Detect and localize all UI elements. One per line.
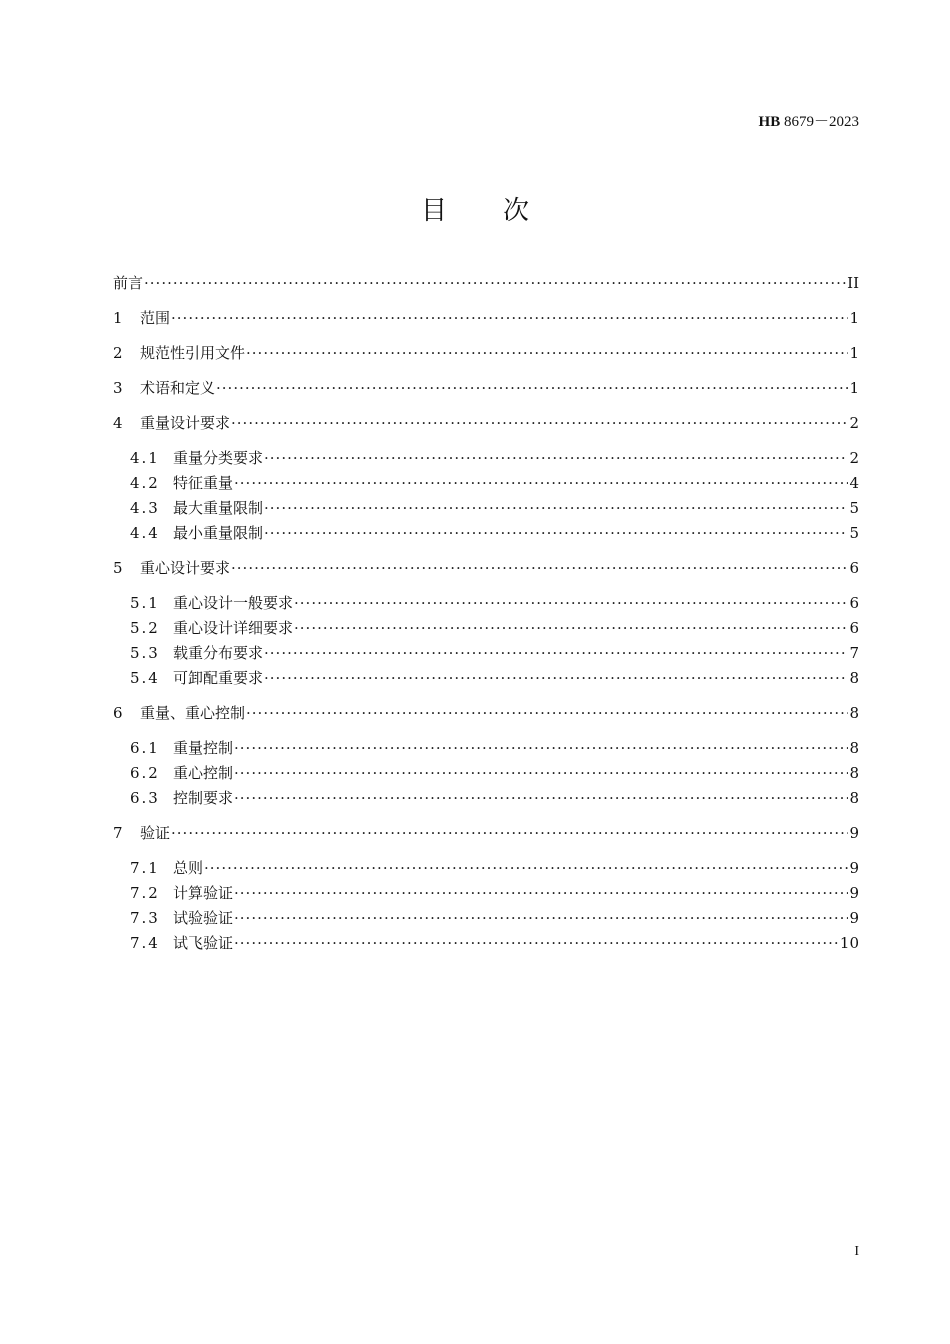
toc-entry-page: 7 xyxy=(849,644,859,662)
toc-entry-number: 4.3 xyxy=(130,499,160,517)
toc-entry-page: 9 xyxy=(849,884,859,902)
toc-dot-leader xyxy=(234,788,848,808)
toc-dot-leader xyxy=(171,308,848,328)
toc-dot-leader xyxy=(234,908,848,928)
toc-entry-page: 2 xyxy=(849,414,859,432)
toc-entry-number: 3 xyxy=(113,379,123,397)
toc-entry-text: 验证 xyxy=(140,824,171,842)
toc-entry-4-3[interactable] xyxy=(130,498,859,518)
toc-title: 目次 xyxy=(420,196,585,226)
toc-entry-number: 4.1 xyxy=(130,449,160,467)
toc-entry-page: II xyxy=(847,274,859,292)
toc-entry-number: 7.3 xyxy=(130,909,160,927)
toc-dot-leader xyxy=(216,378,848,398)
toc-entry-number: 5 xyxy=(113,559,123,577)
toc-entry-7-2[interactable] xyxy=(130,883,859,903)
toc-entry-page: 10 xyxy=(839,934,859,952)
toc-entry-text: 重量、重心控制 xyxy=(140,704,246,722)
toc-entry-text: 范围 xyxy=(140,309,171,327)
toc-entry-text: 重心设计详细要求 xyxy=(173,619,294,637)
toc-entry-4-1[interactable] xyxy=(130,448,859,468)
toc-entry-text: 控制要求 xyxy=(173,789,234,807)
toc-entry-text: 最大重量限制 xyxy=(173,499,264,517)
toc-dot-leader xyxy=(246,343,848,363)
toc-entry-number: 7.4 xyxy=(130,934,160,952)
toc-entry-number: 4.4 xyxy=(130,524,160,542)
toc-entry-5-3[interactable] xyxy=(130,643,859,663)
toc-entry-text: 试验验证 xyxy=(173,909,234,927)
toc-entry-text: 重量设计要求 xyxy=(140,414,231,432)
toc-entry-text: 重心控制 xyxy=(173,764,234,782)
toc-entry-number: 7.2 xyxy=(130,884,160,902)
toc-entry-7-3[interactable] xyxy=(130,908,859,928)
toc-entry-page: 5 xyxy=(849,524,859,542)
toc-dot-leader xyxy=(294,593,848,613)
toc-entry-1[interactable] xyxy=(113,308,859,328)
toc-dot-leader xyxy=(171,823,848,843)
toc-entry-4-2[interactable] xyxy=(130,473,859,493)
toc-entry-number: 7 xyxy=(113,824,123,842)
toc-entry-text: 可卸配重要求 xyxy=(173,669,264,687)
toc-entry-text: 总则 xyxy=(173,859,204,877)
toc-entry-page: 2 xyxy=(849,449,859,467)
toc-entry-page: 1 xyxy=(849,309,859,327)
toc-entry-page: 8 xyxy=(849,704,859,722)
toc-entry-7-4[interactable] xyxy=(130,933,859,953)
toc-dot-leader xyxy=(264,523,848,543)
toc-entry-5-1[interactable] xyxy=(130,593,859,613)
toc-entry-page: 4 xyxy=(849,474,859,492)
toc-entry-page: 9 xyxy=(849,859,859,877)
toc-entry-text: 重量控制 xyxy=(173,739,234,757)
toc-entry-text: 试飞验证 xyxy=(173,934,234,952)
toc-entry-page: 8 xyxy=(849,669,859,687)
toc-dot-leader xyxy=(204,858,848,878)
toc-entry-5-2[interactable] xyxy=(130,618,859,638)
toc-entry-2[interactable] xyxy=(113,343,859,363)
toc-entry-6[interactable] xyxy=(113,703,859,723)
toc-dot-leader xyxy=(234,883,848,903)
toc-entry-number: 5.3 xyxy=(130,644,160,662)
toc-entry-4[interactable] xyxy=(113,413,859,433)
toc-entry-7[interactable] xyxy=(113,823,859,843)
page-number: I xyxy=(854,1244,859,1259)
toc-entry-5[interactable] xyxy=(113,558,859,578)
table-of-contents xyxy=(113,0,859,1344)
toc-entry-page: 6 xyxy=(849,594,859,612)
toc-dot-leader xyxy=(294,618,848,638)
toc-entry-text: 重心设计要求 xyxy=(140,559,231,577)
toc-dot-leader xyxy=(264,668,848,688)
toc-entry-text: 重心设计一般要求 xyxy=(173,594,294,612)
toc-entry-6-3[interactable] xyxy=(130,788,859,808)
toc-entry-text: 计算验证 xyxy=(173,884,234,902)
toc-entry-4-4[interactable] xyxy=(130,523,859,543)
toc-dot-leader xyxy=(234,763,848,783)
standard-code-prefix: HB xyxy=(758,114,781,130)
toc-entry-page: 9 xyxy=(849,824,859,842)
toc-entry-text: 前言 xyxy=(113,274,144,292)
toc-entry-page: 9 xyxy=(849,909,859,927)
toc-dot-leader xyxy=(264,448,848,468)
toc-dot-leader xyxy=(264,498,848,518)
toc-entry-number: 7.1 xyxy=(130,859,160,877)
toc-entry-number: 5.1 xyxy=(130,594,160,612)
toc-entry-text: 最小重量限制 xyxy=(173,524,264,542)
toc-entry-number: 6 xyxy=(113,704,123,722)
toc-entry-number: 5.2 xyxy=(130,619,160,637)
toc-entry-number: 5.4 xyxy=(130,669,160,687)
toc-dot-leader xyxy=(231,558,848,578)
toc-dot-leader xyxy=(234,473,848,493)
toc-entry-preface[interactable] xyxy=(113,273,859,293)
toc-entry-text: 规范性引用文件 xyxy=(140,344,246,362)
toc-entry-number: 6.1 xyxy=(130,739,160,757)
toc-dot-leader xyxy=(264,643,848,663)
standard-code-number: 8679－2023 xyxy=(783,114,859,130)
toc-entry-text: 载重分布要求 xyxy=(173,644,264,662)
toc-entry-page: 1 xyxy=(849,344,859,362)
toc-entry-number: 2 xyxy=(113,344,123,362)
toc-entry-page: 8 xyxy=(849,789,859,807)
toc-entry-page: 5 xyxy=(849,499,859,517)
toc-entry-number: 4 xyxy=(113,414,123,432)
toc-entry-page: 6 xyxy=(849,559,859,577)
toc-dot-leader xyxy=(144,273,846,293)
toc-entry-page: 1 xyxy=(849,379,859,397)
toc-dot-leader xyxy=(234,933,839,953)
toc-entry-page: 6 xyxy=(849,619,859,637)
toc-entry-page: 8 xyxy=(849,739,859,757)
toc-entry-7-1[interactable] xyxy=(130,858,859,878)
toc-entry-text: 术语和定义 xyxy=(140,379,216,397)
toc-entry-number: 1 xyxy=(113,309,123,327)
toc-dot-leader xyxy=(246,703,848,723)
toc-dot-leader xyxy=(234,738,848,758)
toc-entry-6-2[interactable] xyxy=(130,763,859,783)
toc-entry-number: 6.3 xyxy=(130,789,160,807)
toc-entry-6-1[interactable] xyxy=(130,738,859,758)
toc-entry-text: 重量分类要求 xyxy=(173,449,264,467)
toc-dot-leader xyxy=(231,413,848,433)
toc-entry-number: 6.2 xyxy=(130,764,160,782)
toc-entry-5-4[interactable] xyxy=(130,668,859,688)
toc-entry-page: 8 xyxy=(849,764,859,782)
toc-entry-text: 特征重量 xyxy=(173,474,234,492)
toc-entry-3[interactable] xyxy=(113,378,859,398)
toc-entry-number: 4.2 xyxy=(130,474,160,492)
